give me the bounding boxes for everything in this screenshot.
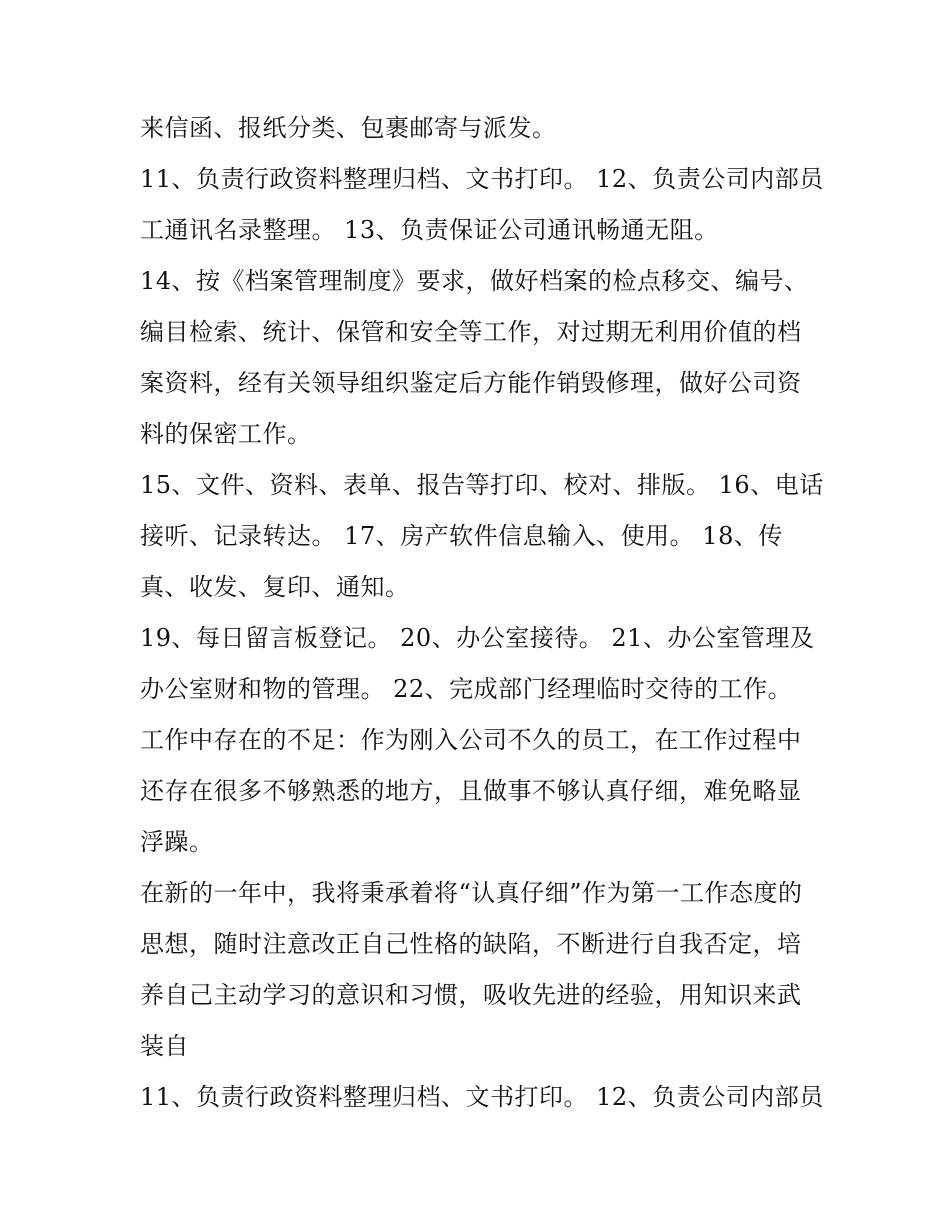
text-line: 11、负责行政资料整理归档、文书打印。 12、负责公司内部员	[140, 1083, 824, 1111]
text-line: 还存在很多不够熟悉的地方，且做事不够认真仔细，难免略显	[140, 777, 802, 805]
text-line: 19、每日留言板登记。 20、办公室接待。 21、办公室管理及	[140, 624, 815, 652]
text-line: 在新的一年中，我将秉承着将“认真仔细”作为第一工作态度的	[140, 879, 803, 907]
text-line: 工作中存在的不足：作为刚入公司不久的员工，在工作过程中	[140, 726, 802, 754]
document-body	[140, 103, 824, 1123]
text-line: 编目检索、统计、保管和安全等工作，对过期无利用价值的档	[140, 318, 802, 346]
text-line: 办公室财和物的管理。 22、完成部门经理临时交待的工作。	[140, 675, 793, 703]
text-line: 来信函、报纸分类、包裹邮寄与派发。	[140, 114, 557, 142]
text-line: 养自己主动学习的意识和习惯，吸收先进的经验，用知识来武	[140, 981, 802, 1009]
text-line: 真、收发、复印、通知。	[140, 573, 410, 601]
text-line: 工通讯名录整理。 13、负责保证公司通讯畅通无阻。	[140, 216, 719, 244]
text-line: 15、文件、资料、表单、报告等打印、校对、排版。 16、电话	[140, 471, 824, 499]
text-line: 装自	[140, 1032, 189, 1060]
text-line: 思想，随时注意改正自己性格的缺陷，不断进行自我否定，培	[140, 930, 802, 958]
text-line: 浮躁。	[140, 828, 214, 856]
text-line: 11、负责行政资料整理归档、文书打印。 12、负责公司内部员	[140, 165, 824, 193]
text-line: 料的保密工作。	[140, 420, 312, 448]
text-line: 案资料，经有关领导组织鉴定后方能作销毁修理，做好公司资	[140, 369, 802, 397]
text-line: 14、按《档案管理制度》要求，做好档案的检点移交、编号、	[140, 267, 809, 295]
text-line: 接听、记录转达。 17、房产软件信息输入、使用。 18、传	[140, 522, 783, 550]
